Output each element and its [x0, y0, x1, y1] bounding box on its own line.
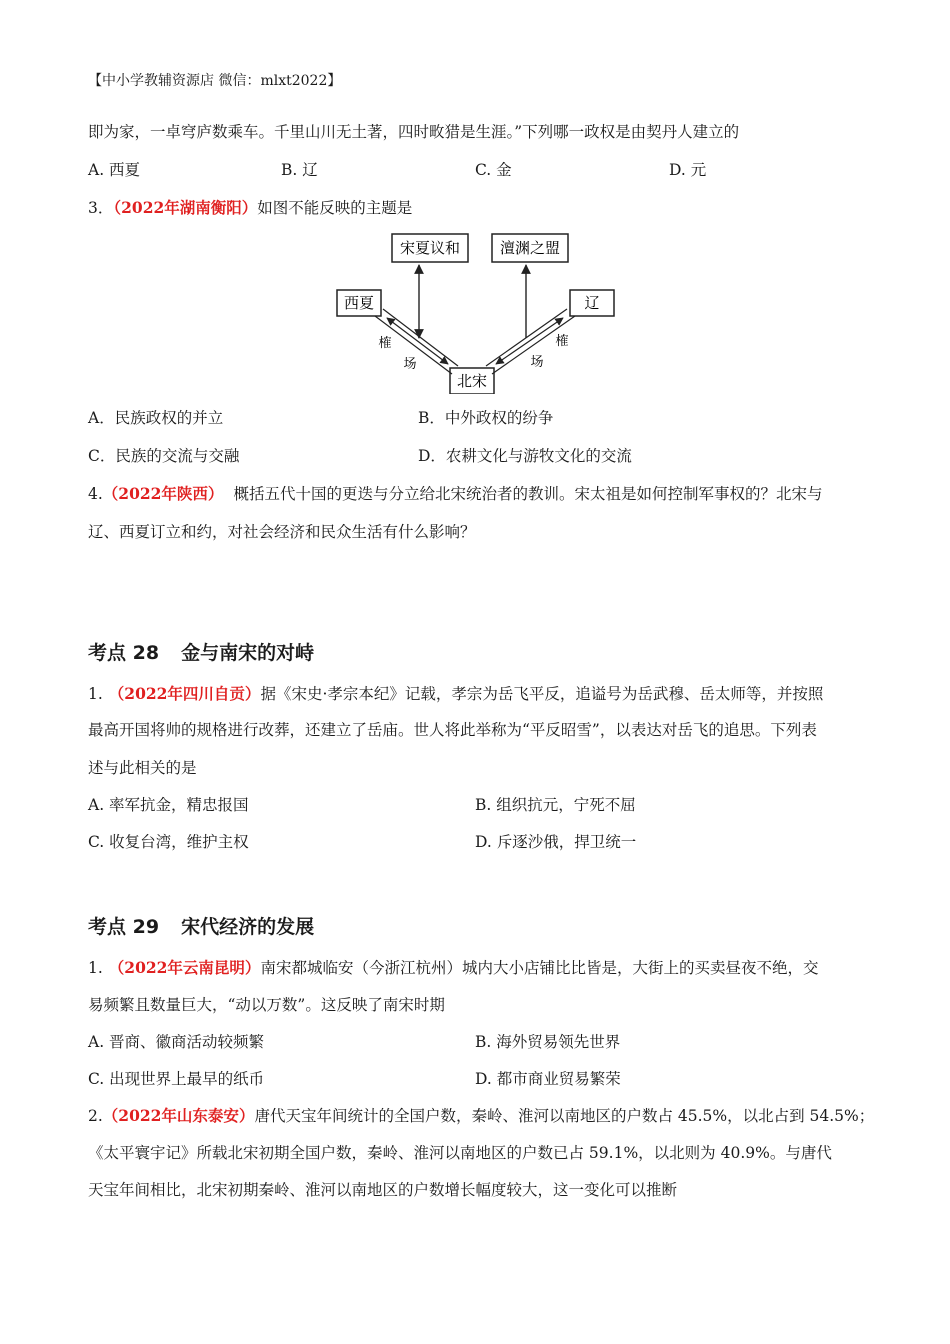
page-header: 【中小学教辅资源店 微信：mlxt2022】	[88, 73, 342, 89]
box-chanyuan-treaty-label: 澶渊之盟	[499, 239, 561, 257]
label-left-chang: 场	[403, 357, 417, 372]
box-song-xia-peace-label: 宋夏议和	[399, 239, 461, 257]
section-28-heading	[88, 638, 314, 665]
q4-source: （2022年陕西）	[102, 484, 224, 503]
q3-option-c: C．民族的交流与交融	[88, 447, 240, 465]
s28-q1-option-d: D. 斥逐沙俄，捍卫统一	[475, 833, 637, 851]
s28-q1-line-1	[88, 684, 823, 704]
s29-q1-line-1	[88, 958, 818, 978]
s28-q1-line-3: 述与此相关的是	[88, 759, 197, 777]
q4-line-1	[88, 484, 822, 504]
s28-q1-option-c: C. 收复台湾，维护主权	[88, 833, 249, 851]
s29-q2-source: （2022年山东泰安）	[102, 1106, 255, 1125]
s29-q2-text: 唐代天宝年间统计的全国户数，秦岭、淮河以南地区的户数占 45.5%，以北占到 54.5%；	[254, 1107, 875, 1125]
q2-option-d: D. 元	[669, 161, 707, 179]
s28-q1-source: （2022年四川自贡）	[108, 684, 261, 703]
section-28-code: 考点 28	[88, 642, 160, 664]
label-right-chang: 场	[530, 355, 544, 370]
s29-q1-option-a: A. 晋商、徽商活动较频繁	[88, 1033, 265, 1051]
section-29-code: 考点 29	[88, 916, 160, 938]
box-northern-song-label: 北宋	[456, 372, 488, 390]
label-right-que: 榷	[555, 334, 569, 349]
q2-stem-tail: 即为家，一卓穹庐数乘车。千里山川无土著，四时畋猎是生涯。”下列哪一政权是由契丹人建立的	[88, 123, 740, 141]
s28-q1-line-2: 最高开国将帅的规格进行改葬，还建立了岳庙。世人将此举称为“平反昭雪”，以表达对岳飞的追思。下列表	[88, 721, 817, 739]
q3-number: 3．	[88, 199, 114, 217]
s28-q1-text: 据《宋史·孝宗本纪》记载，孝宗为岳飞平反，追谥号为岳武穆、岳太师等，并按照	[260, 685, 824, 703]
arrow-left-diagonal	[387, 318, 448, 364]
s29-q2-line-1	[88, 1106, 874, 1126]
q3-source: （2022年湖南衡阳）	[113, 198, 258, 217]
q3-option-d: D．农耕文化与游牧文化的交流	[418, 447, 632, 465]
q4-text: 概括五代十国的更迭与分立给北宋统治者的教训。宋太祖是如何控制军事权的？北宋与	[233, 485, 823, 503]
s29-q1-option-d: D. 都市商业贸易繁荣	[475, 1070, 621, 1088]
s29-q2-line-3: 天宝年间相比，北宋初期秦岭、淮河以南地区的户数增长幅度较大，这一变化可以推断	[88, 1181, 678, 1199]
s29-q1-source: （2022年云南昆明）	[108, 958, 261, 977]
q2-option-a: A. 西夏	[88, 161, 141, 179]
s29-q2-number: 2.	[88, 1107, 103, 1125]
s29-q1-line-2: 易频繁且数量巨大，“动以万数”。这反映了南宋时期	[88, 996, 445, 1014]
q4-line-2: 辽、西夏订立和约，对社会经济和民众生活有什么影响？	[88, 523, 476, 541]
song-relations-diagram	[330, 228, 620, 394]
s28-q1-option-b: B. 组织抗元，宁死不屈	[475, 796, 636, 814]
q3-option-b: B．中外政权的纷争	[418, 409, 554, 427]
q3-option-a: A．民族政权的并立	[88, 409, 224, 427]
section-28-title: 金与南宋的对峙	[181, 642, 315, 664]
q3-stem	[88, 198, 412, 218]
q4-number: 4.	[88, 485, 103, 503]
s29-q2-line-2: 《太平寰宇记》所载北宋初期全国户数，秦岭、淮河以南地区的户数已占 59.1%，以北则为 40.9%。与唐代	[88, 1144, 832, 1162]
box-liao-label: 辽	[584, 294, 600, 312]
q3-text: 如图不能反映的主题是	[257, 199, 413, 217]
label-left-que: 榷	[378, 336, 392, 351]
box-xixia-label: 西夏	[343, 294, 375, 312]
channel-left-inner	[383, 309, 458, 366]
s29-q1-text: 南宋都城临安（今浙江杭州）城内大小店铺比比皆是，大街上的买卖昼夜不绝，交	[260, 959, 819, 977]
section-29-title: 宋代经济的发展	[181, 916, 315, 938]
s29-q1-number: 1.	[88, 959, 103, 977]
s28-q1-option-a: A. 率军抗金，精忠报国	[88, 796, 249, 814]
s29-q1-option-c: C. 出现世界上最早的纸币	[88, 1070, 265, 1088]
q2-option-c: C. 金	[475, 161, 512, 179]
section-29-heading	[88, 912, 314, 939]
s28-q1-number: 1.	[88, 685, 103, 703]
q2-option-b: B. 辽	[281, 161, 318, 179]
s29-q1-option-b: B. 海外贸易领先世界	[475, 1033, 621, 1051]
